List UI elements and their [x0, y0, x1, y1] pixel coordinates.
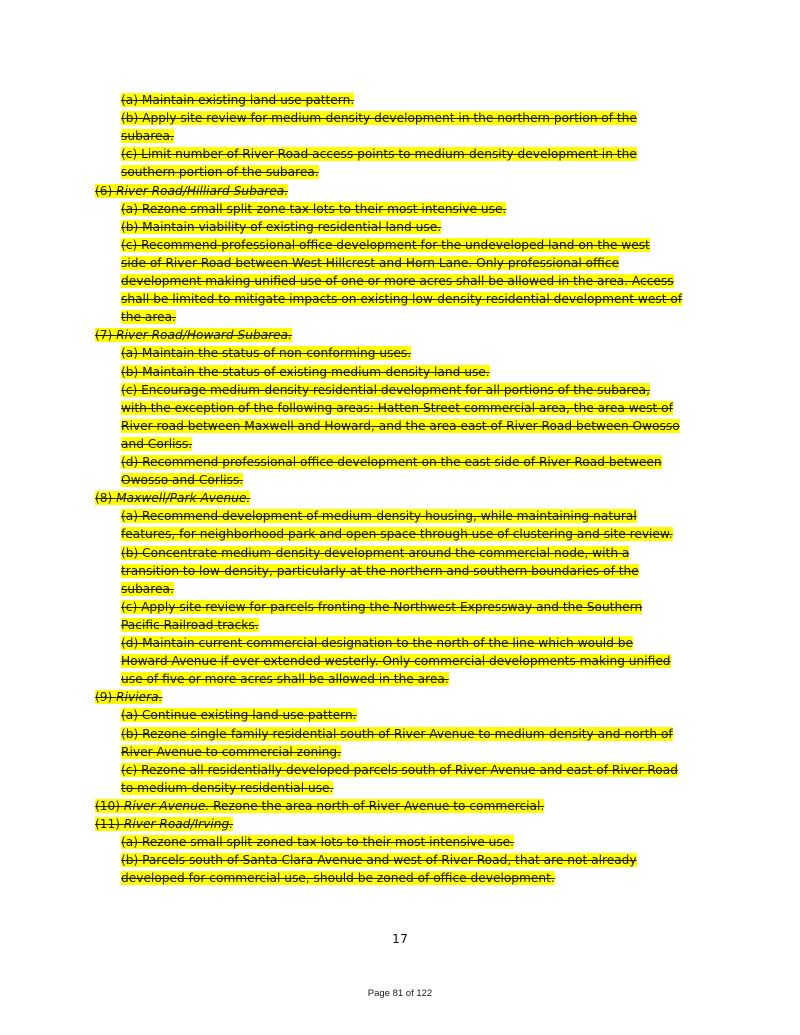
text-line [121, 726, 673, 743]
line-text: (11) [95, 817, 124, 831]
line-text: to medium-density residential use. [121, 780, 334, 795]
text-line [121, 110, 637, 127]
line-text: (a) Maintain existing land use pattern. [121, 93, 355, 107]
line-text: (c) Encourage medium-density residential development for all portions of the subarea, [121, 382, 651, 397]
line-text: (b) Rezone single-family residential south of River Avenue to medium-density and north of [121, 726, 673, 741]
text-line [121, 617, 259, 634]
subarea-heading [95, 689, 162, 706]
line-text: (b) Maintain the status of existing medium-density land use. [121, 364, 490, 379]
text-line [121, 454, 662, 471]
subarea-title: River Road/Irving. [123, 817, 234, 831]
line-text: (9) [95, 690, 117, 705]
text-line [121, 436, 192, 453]
line-text: (6) [95, 183, 117, 198]
text-line [121, 219, 441, 236]
text-line [121, 526, 673, 543]
text-line [121, 201, 506, 218]
text-line [121, 146, 637, 163]
line-text: (b) Apply site review for medium-density development in the northern portion of the [121, 111, 637, 126]
text-line [121, 382, 650, 399]
line-text: (a) Recommend development of medium-density housing, while maintaining natural [121, 509, 637, 524]
text-line [121, 364, 490, 381]
text-line [121, 744, 341, 761]
line-text: features, for neighborhood park and open space through use of clustering and site review. [121, 527, 673, 542]
text-line [121, 870, 555, 887]
line-text: Rezone the area north of River Avenue to commercial. [209, 798, 545, 813]
line-text: (10) [95, 798, 124, 813]
text-line [121, 255, 619, 272]
text-line [121, 780, 333, 797]
subarea-heading [95, 816, 233, 833]
line-text: River road between Maxwell and Howard, and the area east of River Road between Owosso [121, 418, 680, 433]
subarea-heading [95, 327, 292, 344]
line-text: use of five or more acres shall be allowed in the area. [121, 672, 449, 687]
line-text: developed for commercial use, should be zoned of office development. [121, 871, 555, 886]
text-line [121, 418, 680, 435]
line-text: (c) Rezone all residentially developed parcels south of River Avenue and east of River Road [121, 762, 678, 777]
line-text: (c) Apply site review for parcels fronting the Northwest Expressway and the Southern [121, 599, 643, 614]
line-text: and Corliss. [121, 436, 193, 451]
line-text: Owosso and Corliss. [121, 473, 244, 488]
line-text: subarea. [121, 581, 174, 596]
text-line [121, 563, 639, 580]
line-text: (a) Rezone small split-zone tax lots to their most intensive use. [121, 201, 507, 216]
line-text: (a) Continue existing land use pattern. [121, 708, 357, 723]
text-line [121, 92, 354, 109]
line-text: development making unified use of one or more acres shall be allowed in the area. Access [121, 274, 674, 288]
line-text: (b) Maintain viability of existing residential land use. [121, 219, 442, 234]
line-text: (d) Recommend professional office development on the east side of River Road between [121, 455, 662, 469]
text-line [121, 762, 678, 779]
text-line [121, 400, 673, 417]
line-text: River Avenue to commercial zoning. [121, 744, 341, 759]
text-line [121, 852, 637, 869]
line-text: (a) Maintain the status of non-conforming uses. [121, 346, 412, 361]
line-text: (7) [95, 328, 117, 343]
line-text: transition to low-density, particularly at the northern and southern boundaries of the [121, 563, 639, 578]
text-line [121, 237, 650, 254]
line-text: (8) [95, 491, 117, 506]
line-text: shall be limited to mitigate impacts on existing low-density residential development west of [121, 292, 683, 307]
line-text: (d) Maintain current commercial designation to the north of the line which would be [121, 636, 634, 650]
line-text: (a) Rezone small split-zoned tax lots to their most intensive use. [121, 835, 515, 850]
text-line [121, 164, 319, 181]
text-line [121, 581, 174, 598]
subarea-title: River Road/Hilliard Subarea. [116, 183, 289, 198]
page-number: 17 [392, 931, 408, 946]
text-line [121, 653, 671, 670]
text-line [121, 671, 449, 688]
text-line [121, 508, 637, 525]
subarea-heading [95, 183, 288, 200]
text-line [121, 635, 633, 652]
line-text: (b) Concentrate medium-density development around the commercial node, with a [121, 545, 630, 560]
line-text: southern portion of the subarea. [121, 165, 319, 180]
text-line [121, 291, 682, 308]
text-line [121, 545, 629, 562]
text-line [121, 599, 642, 616]
text-line [121, 345, 411, 362]
text-line [121, 273, 674, 290]
text-line [121, 128, 174, 145]
subarea-title: River Road/Howard Subarea. [116, 328, 293, 343]
text-line [121, 834, 514, 851]
text-line [121, 309, 176, 326]
subarea-title: Maxwell/Park Avenue. [116, 491, 251, 506]
subarea-title: Riviera. [116, 690, 163, 705]
subarea-heading [95, 490, 250, 507]
line-text: Howard Avenue if ever extended westerly. Only commercial developments making unified [121, 654, 671, 669]
subarea-title: River Avenue. [123, 798, 210, 813]
page-footer: Page 81 of 122 [367, 988, 433, 999]
line-text: (c) Limit number of River Road access points to medium-density development in the [121, 147, 637, 162]
subarea-heading [95, 798, 544, 815]
line-text: subarea. [121, 129, 174, 144]
text-line [121, 707, 357, 724]
line-text: with the exception of the following areas: Hatten Street commercial area, the area west of [121, 400, 673, 415]
text-line [121, 472, 243, 489]
line-text: Pacific Railroad tracks. [121, 617, 259, 632]
line-text: (b) Parcels south of Santa Clara Avenue and west of River Road, that are not already [121, 853, 637, 868]
line-text: (c) Recommend professional office development for the undeveloped land on the west [121, 237, 650, 252]
line-text: side of River Road between West Hillcrest and Horn Lane. Only professional office [121, 255, 620, 270]
line-text: the area. [121, 310, 176, 325]
